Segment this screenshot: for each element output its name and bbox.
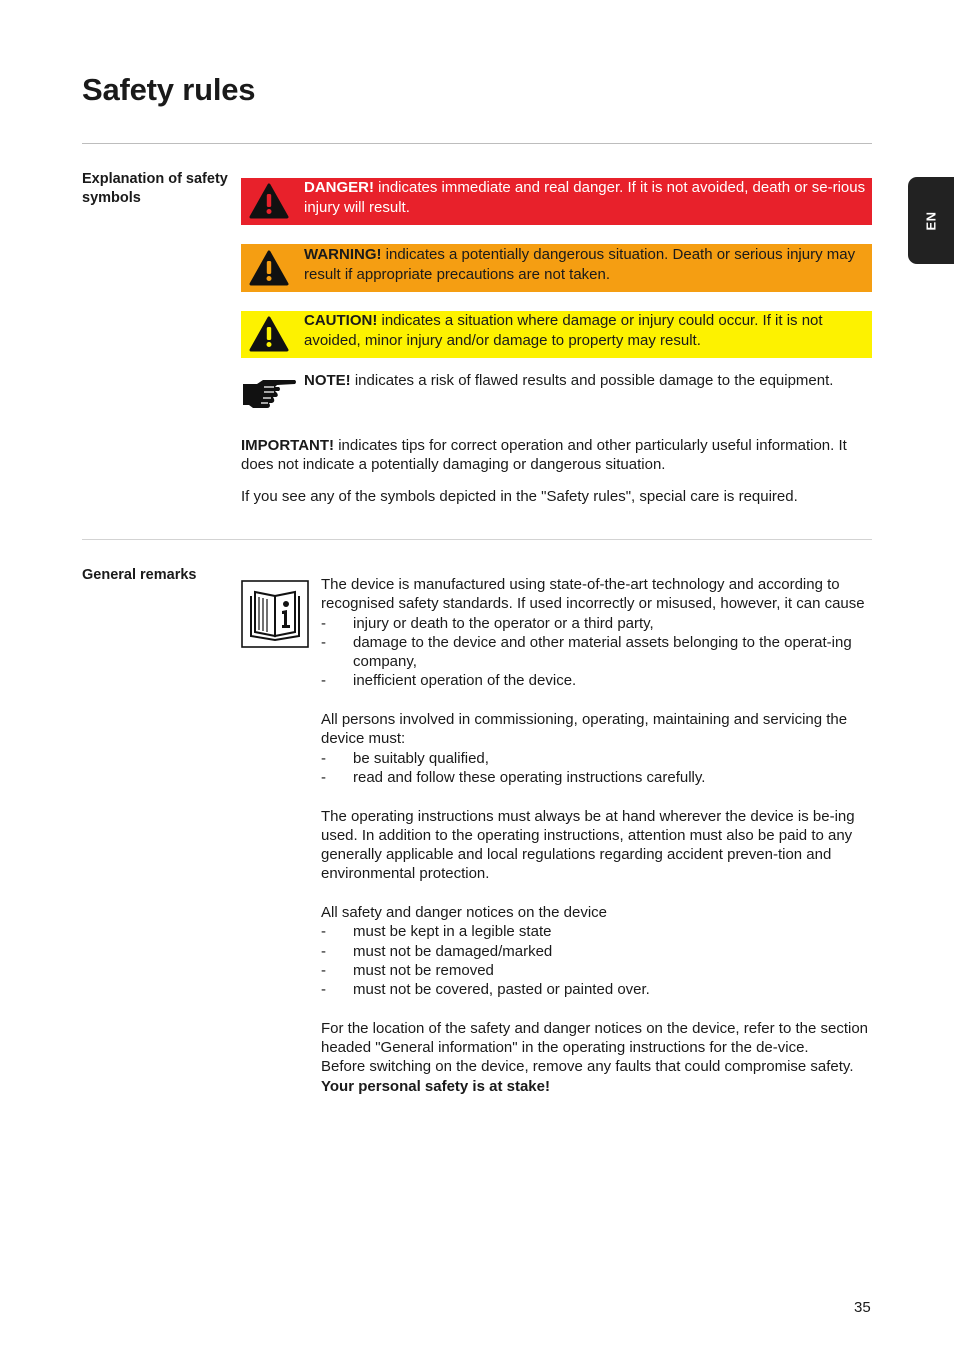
list-item: - must not be covered, pasted or painted over. (321, 980, 869, 999)
caution-description: indicates a situation where damage or injury could occur. If it is not avoided, minor injury and/or damage to property may result. (304, 312, 823, 349)
important-description: indicates tips for correct operation and other particularly useful information. It does not indicate a potentially damaging or dangerous situation. (241, 437, 847, 474)
warning-triangle-icon (249, 250, 289, 286)
persons-list (321, 749, 869, 788)
language-tab (908, 177, 954, 264)
list-item: - damage to the device and other material assets belonging to the operat-ing company, (321, 633, 869, 672)
caution-keyword: CAUTION! (304, 312, 378, 329)
note-description: indicates a risk of flawed results and possible damage to the equipment. (350, 372, 834, 389)
important-paragraph (241, 436, 872, 475)
important-keyword: IMPORTANT! (241, 437, 335, 454)
danger-description: indicates immediate and real danger. If it is not avoided, death or se-rious injury will result. (304, 179, 866, 216)
pointing-hand-icon (241, 374, 297, 410)
list-item: - injury or death to the operator or a third party, (321, 614, 869, 633)
note-notice (241, 370, 872, 414)
general-intro: The device is manufactured using state-of-the-art technology and according to recognised safety standards. If used incorrectly or misused, however, it can cause (321, 576, 865, 613)
danger-keyword: DANGER! (304, 179, 374, 196)
list-item: - must not be damaged/marked (321, 942, 869, 961)
warning-text (304, 245, 868, 285)
top-divider (82, 143, 872, 144)
danger-text (304, 178, 868, 218)
page-title: Safety rules (82, 72, 256, 107)
instructions-paragraph: The operating instructions must always be at hand wherever the device is be-ing used. In addition to the operating instructions, attention must also be paid to any generally applicable and local regulations regarding accident preven-tion and environmental protection. (321, 807, 855, 883)
language-tab-label: EN (923, 210, 939, 231)
warning-keyword: WARNING! (304, 246, 382, 263)
caution-triangle-icon (249, 316, 289, 352)
warning-description: indicates a potentially dangerous situation. Death or serious injury may result if appropriate precautions are not taken. (304, 246, 856, 283)
general-remarks-heading: General remarks (82, 567, 197, 583)
persons-intro: All persons involved in commissioning, operating, maintaining and servicing the device must: (321, 711, 848, 748)
danger-notice (241, 178, 872, 225)
caution-text (304, 311, 868, 351)
danger-warning-triangle-icon (249, 183, 289, 219)
safety-closing-text: Your personal safety is at stake! (321, 1077, 550, 1095)
explanation-heading: Explanation of safety symbols (82, 171, 228, 206)
special-care-paragraph: If you see any of the symbols depicted in the "Safety rules", special care is required. (241, 488, 798, 505)
switching-paragraph: Before switching on the device, remove any faults that could compromise safety. (321, 1058, 854, 1076)
note-text (304, 371, 868, 391)
warning-notice (241, 244, 872, 292)
read-manual-icon (241, 580, 309, 648)
section-divider (82, 539, 872, 540)
note-keyword: NOTE! (304, 372, 351, 389)
list-item: - must be kept in a legible state (321, 922, 869, 941)
list-item: - read and follow these operating instructions carefully. (321, 768, 869, 787)
list-item: - inefficient operation of the device. (321, 671, 869, 690)
page-number: 35 (854, 1299, 871, 1316)
location-paragraph: For the location of the safety and danger notices on the device, refer to the section headed "General information" in the operating instructions for the de-vice. (321, 1019, 869, 1057)
list-item: - must not be removed (321, 961, 869, 980)
notices-intro: All safety and danger notices on the device (321, 904, 608, 922)
notices-list (321, 922, 869, 999)
general-remarks-body (321, 575, 869, 1096)
list-item: - be suitably qualified, (321, 749, 869, 768)
risk-list (321, 614, 869, 691)
caution-notice (241, 311, 872, 358)
safety-closing (321, 1077, 869, 1096)
